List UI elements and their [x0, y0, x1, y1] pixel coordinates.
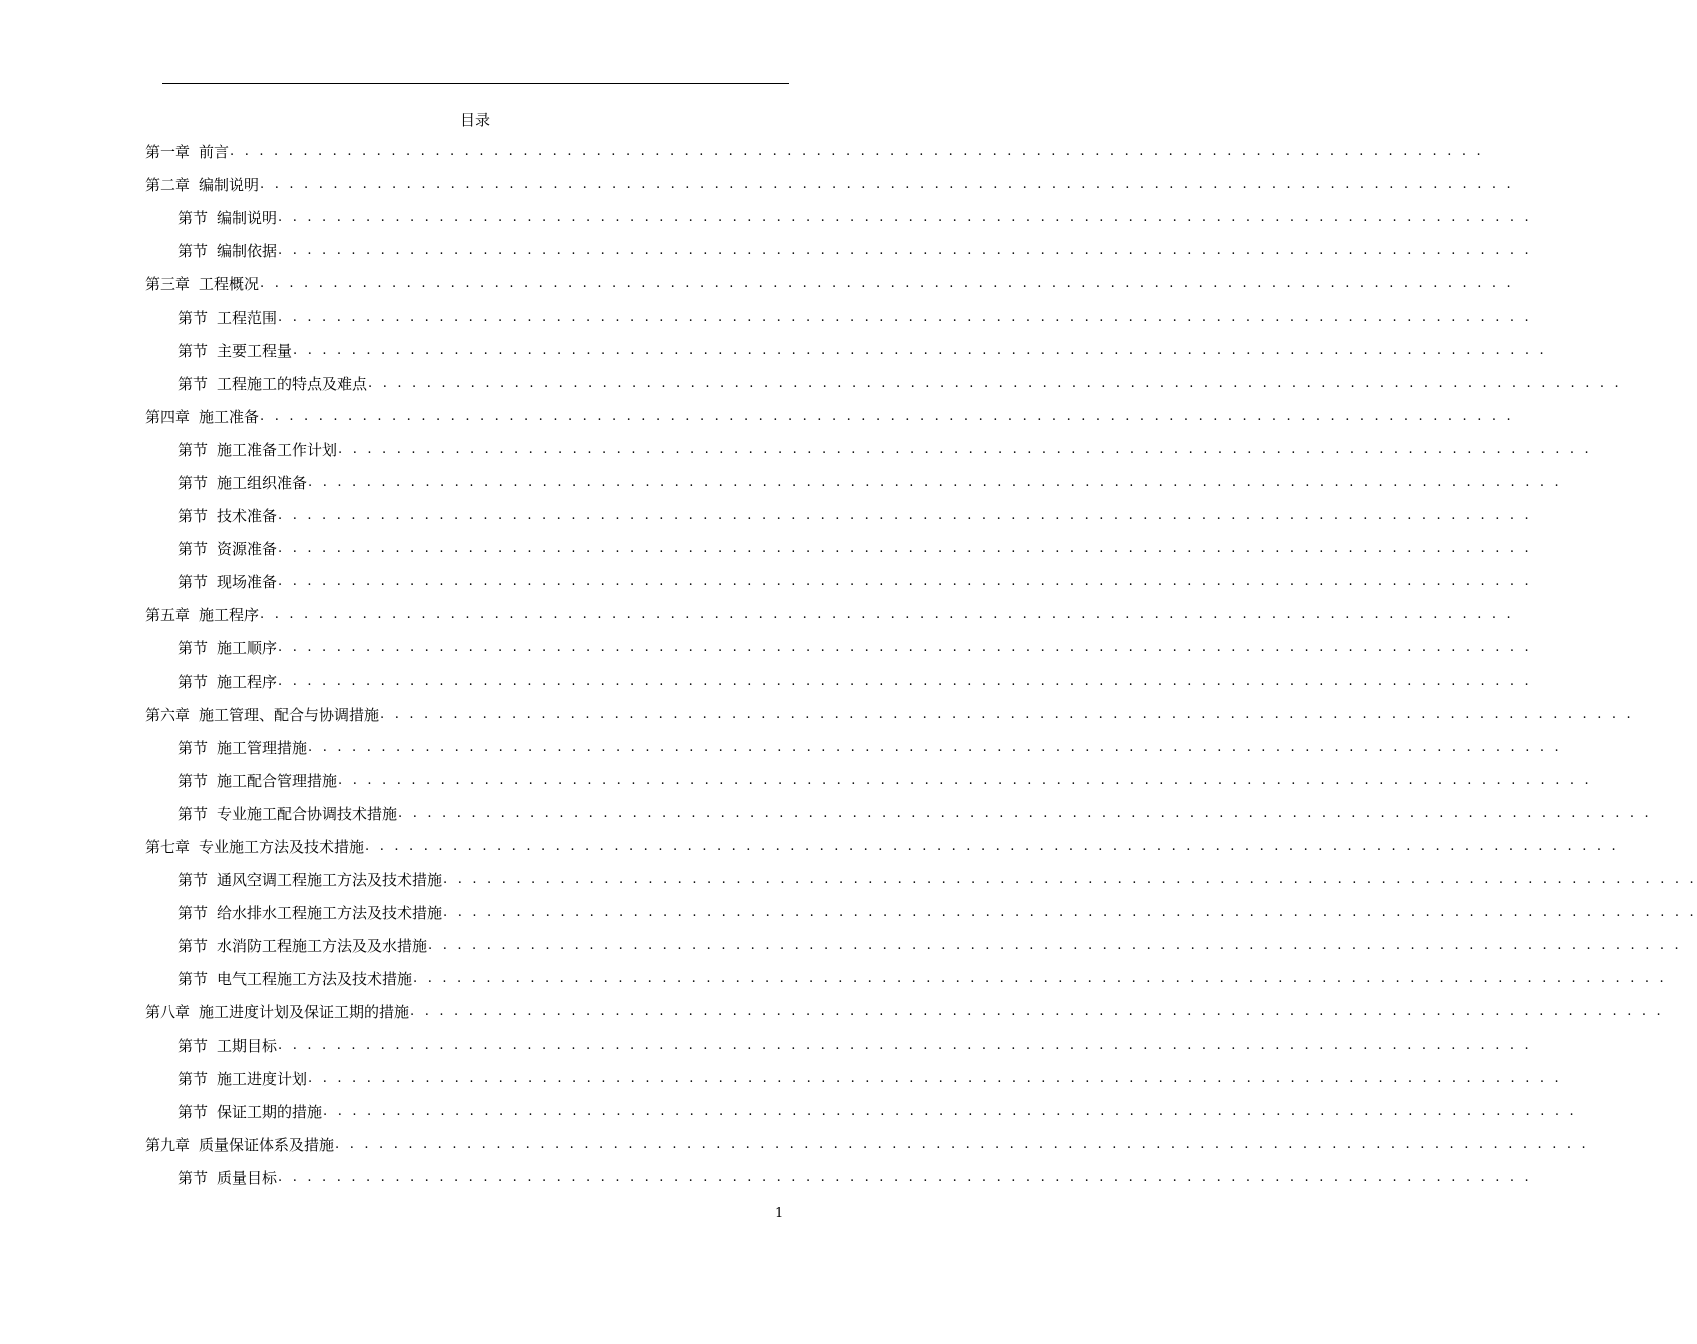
- dot-leader: . . . . . . . . . . . . . . . . . . . . . . . . . . . . . . . . . . . . . . . . . . . . . . . . . . . . . . . . . . . . . . . . . . . . . . . . . . . . . . . . . . . . . .: [308, 1070, 1562, 1086]
- toc-section-entry[interactable]: [145, 367, 1622, 400]
- dot-leader: . . . . . . . . . . . . . . . . . . . . . . . . . . . . . . . . . . . . . . . . . . . . . . . . . . . . . . . . . . . . . . . . . . . . . . . . . . . . . . . . . . . . . .: [443, 872, 1697, 888]
- entry-label: [145, 836, 364, 857]
- entry-title: 施工准备工作计划: [217, 440, 338, 459]
- entry-prefix: 第节: [178, 540, 209, 559]
- dot-leader: . . . . . . . . . . . . . . . . . . . . . . . . . . . . . . . . . . . . . . . . . . . . . . . . . . . . . . . . . . . . . . . . . . . . . . . . . . . . . . . . . . . . . .: [260, 408, 1514, 424]
- entry-title: 给水排水工程施工方法及技术措施: [217, 904, 443, 923]
- entry-label: [178, 505, 277, 526]
- entry-title: 工期目标: [217, 1036, 278, 1055]
- entry-title: 施工顺序: [217, 639, 278, 658]
- entry-title: 工程施工的特点及难点: [217, 374, 368, 393]
- dot-leader: . . . . . . . . . . . . . . . . . . . . . . . . . . . . . . . . . . . . . . . . . . . . . . . . . . . . . . . . . . . . . . . . . . . . . . . . . . . . . . . . . . . . . .: [293, 342, 1547, 358]
- dot-leader: . . . . . . . . . . . . . . . . . . . . . . . . . . . . . . . . . . . . . . . . . . . . . . . . . . . . . . . . . . . . . . . . . . . . . . . . . . . . . . . . . . . . . .: [278, 309, 1532, 325]
- entry-title: 施工配合管理措施: [217, 771, 338, 790]
- entry-title: 专业施工方法及技术措施: [199, 838, 365, 857]
- toc-section-entry[interactable]: [145, 1062, 1562, 1095]
- entry-title: 保证工期的措施: [217, 1102, 323, 1121]
- entry-label: [178, 307, 277, 328]
- entry-title: 施工准备: [199, 407, 260, 426]
- entry-label: [178, 935, 427, 956]
- entry-label: [145, 174, 259, 195]
- toc-section-entry[interactable]: [145, 532, 1532, 565]
- entry-prefix: 第节: [178, 374, 209, 393]
- entry-prefix: 第节: [178, 639, 209, 658]
- entry-title: 施工进度计划及保证工期的措施: [199, 1003, 410, 1022]
- entry-prefix: 第节: [178, 771, 209, 790]
- entry-prefix: 第节: [178, 573, 209, 592]
- dot-leader: . . . . . . . . . . . . . . . . . . . . . . . . . . . . . . . . . . . . . . . . . . . . . . . . . . . . . . . . . . . . . . . . . . . . . . . . . . . . . . . . . . . . . .: [278, 1037, 1532, 1053]
- dot-leader: . . . . . . . . . . . . . . . . . . . . . . . . . . . . . . . . . . . . . . . . . . . . . . . . . . . . . . . . . . . . . . . . . . . . . . . . . . . . . . . . . . . . . .: [260, 607, 1514, 623]
- entry-prefix: 第九章: [145, 1135, 191, 1154]
- entry-label: [178, 770, 337, 791]
- dot-leader: . . . . . . . . . . . . . . . . . . . . . . . . . . . . . . . . . . . . . . . . . . . . . . . . . . . . . . . . . . . . . . . . . . . . . . . . . . . . . . . . . . . . . .: [278, 640, 1532, 656]
- entry-title: 施工程序: [199, 606, 260, 625]
- dot-leader: . . . . . . . . . . . . . . . . . . . . . . . . . . . . . . . . . . . . . . . . . . . . . . . . . . . . . . . . . . . . . . . . . . . . . . . . . . . . . . . . . . . . . .: [380, 706, 1634, 722]
- dot-leader: . . . . . . . . . . . . . . . . . . . . . . . . . . . . . . . . . . . . . . . . . . . . . . . . . . . . . . . . . . . . . . . . . . . . . . . . . . . . . . . . . . . . . .: [443, 905, 1697, 921]
- entry-label: [178, 1167, 277, 1188]
- entry-label: [178, 902, 442, 923]
- toc-chapter-entry[interactable]: [145, 168, 1514, 201]
- entry-label: [178, 240, 277, 261]
- entry-title: 技术准备: [217, 507, 278, 526]
- entry-title: 施工组织准备: [217, 473, 308, 492]
- dot-leader: . . . . . . . . . . . . . . . . . . . . . . . . . . . . . . . . . . . . . . . . . . . . . . . . . . . . . . . . . . . . . . . . . . . . . . . . . . . . . . . . . . . . . .: [230, 144, 1484, 160]
- dot-leader: . . . . . . . . . . . . . . . . . . . . . . . . . . . . . . . . . . . . . . . . . . . . . . . . . . . . . . . . . . . . . . . . . . . . . . . . . . . . . . . . . . . . . .: [278, 673, 1532, 689]
- toc-section-entry[interactable]: [145, 797, 1652, 830]
- entry-label: [145, 1134, 334, 1155]
- entry-prefix: 第节: [178, 871, 209, 890]
- dot-leader: . . . . . . . . . . . . . . . . . . . . . . . . . . . . . . . . . . . . . . . . . . . . . . . . . . . . . . . . . . . . . . . . . . . . . . . . . . . . . . . . . . . . . .: [260, 276, 1514, 292]
- entry-label: [145, 273, 259, 294]
- entry-prefix: 第节: [178, 341, 209, 360]
- entry-label: [178, 671, 277, 692]
- entry-prefix: 第二章: [145, 176, 191, 195]
- toc-section-entry[interactable]: [145, 565, 1532, 598]
- dot-leader: . . . . . . . . . . . . . . . . . . . . . . . . . . . . . . . . . . . . . . . . . . . . . . . . . . . . . . . . . . . . . . . . . . . . . . . . . . . . . . . . . . . . . .: [260, 177, 1514, 193]
- entry-label: [145, 1001, 409, 1022]
- entry-prefix: 第节: [178, 473, 209, 492]
- entry-title: 资源准备: [217, 540, 278, 559]
- entry-prefix: 第节: [178, 1036, 209, 1055]
- entry-title: 施工程序: [217, 672, 278, 691]
- entry-prefix: 第五章: [145, 606, 191, 625]
- toc-section-entry[interactable]: [145, 466, 1562, 499]
- entry-prefix: 第节: [178, 1069, 209, 1088]
- entry-title: 水消防工程施工方法及及水措施: [217, 937, 428, 956]
- toc-section-entry[interactable]: [145, 201, 1532, 234]
- dot-leader: . . . . . . . . . . . . . . . . . . . . . . . . . . . . . . . . . . . . . . . . . . . . . . . . . . . . . . . . . . . . . . . . . . . . . . . . . . . . . . . . . . . . . .: [308, 739, 1562, 755]
- entry-prefix: 第七章: [145, 838, 191, 857]
- toc-section-entry[interactable]: [145, 863, 1697, 896]
- entry-prefix: 第节: [178, 804, 209, 823]
- entry-title: 通风空调工程施工方法及技术措施: [217, 871, 443, 890]
- toc-section-entry[interactable]: [145, 300, 1532, 333]
- entry-prefix: 第三章: [145, 275, 191, 294]
- entry-title: 施工进度计划: [217, 1069, 308, 1088]
- entry-title: 主要工程量: [217, 341, 293, 360]
- toc-title: 目录: [459, 111, 490, 129]
- entry-title: 工程范围: [217, 308, 278, 327]
- toc-section-entry[interactable]: [145, 334, 1547, 367]
- dot-leader: . . . . . . . . . . . . . . . . . . . . . . . . . . . . . . . . . . . . . . . . . . . . . . . . . . . . . . . . . . . . . . . . . . . . . . . . . . . . . . . . . . . . . .: [278, 1169, 1532, 1185]
- dot-leader: . . . . . . . . . . . . . . . . . . . . . . . . . . . . . . . . . . . . . . . . . . . . . . . . . . . . . . . . . . . . . . . . . . . . . . . . . . . . . . . . . . . . . .: [278, 574, 1532, 590]
- entry-prefix: 第节: [178, 507, 209, 526]
- toc-section-entry[interactable]: [145, 631, 1532, 664]
- toc-chapter-entry[interactable]: [145, 135, 1484, 168]
- entry-title: 现场准备: [217, 573, 278, 592]
- entry-label: [178, 1101, 322, 1122]
- dot-leader: . . . . . . . . . . . . . . . . . . . . . . . . . . . . . . . . . . . . . . . . . . . . . . . . . . . . . . . . . . . . . . . . . . . . . . . . . . . . . . . . . . . . . .: [410, 1004, 1664, 1020]
- entry-prefix: 第节: [178, 308, 209, 327]
- entry-title: 质量目标: [217, 1168, 278, 1187]
- entry-prefix: 第一章: [145, 143, 191, 162]
- entry-prefix: 第六章: [145, 705, 191, 724]
- toc-section-entry[interactable]: [145, 1161, 1532, 1194]
- entry-title: 工程概况: [199, 275, 260, 294]
- toc-chapter-entry[interactable]: [145, 267, 1514, 300]
- toc-section-entry[interactable]: [145, 234, 1532, 267]
- entry-label: [178, 737, 307, 758]
- entry-label: [178, 373, 367, 394]
- entry-prefix: 第节: [178, 904, 209, 923]
- entry-title: 编制依据: [217, 242, 278, 261]
- entry-prefix: 第节: [178, 242, 209, 261]
- dot-leader: . . . . . . . . . . . . . . . . . . . . . . . . . . . . . . . . . . . . . . . . . . . . . . . . . . . . . . . . . . . . . . . . . . . . . . . . . . . . . . . . . . . . . .: [338, 441, 1592, 457]
- entry-prefix: 第节: [178, 738, 209, 757]
- dot-leader: . . . . . . . . . . . . . . . . . . . . . . . . . . . . . . . . . . . . . . . . . . . . . . . . . . . . . . . . . . . . . . . . . . . . . . . . . . . . . . . . . . . . . .: [428, 938, 1682, 954]
- dot-leader: . . . . . . . . . . . . . . . . . . . . . . . . . . . . . . . . . . . . . . . . . . . . . . . . . . . . . . . . . . . . . . . . . . . . . . . . . . . . . . . . . . . . . .: [278, 243, 1532, 259]
- toc-chapter-entry[interactable]: [145, 1128, 1589, 1161]
- dot-leader: . . . . . . . . . . . . . . . . . . . . . . . . . . . . . . . . . . . . . . . . . . . . . . . . . . . . . . . . . . . . . . . . . . . . . . . . . . . . . . . . . . . . . .: [278, 210, 1532, 226]
- entry-prefix: 第节: [178, 1168, 209, 1187]
- toc-section-entry[interactable]: [145, 962, 1667, 995]
- entry-prefix: 第节: [178, 672, 209, 691]
- entry-label: [178, 637, 277, 658]
- toc-section-entry[interactable]: [145, 929, 1682, 962]
- entry-title: 前言: [199, 143, 230, 162]
- entry-label: [178, 869, 442, 890]
- toc-section-entry[interactable]: [145, 731, 1562, 764]
- toc-section-entry[interactable]: [145, 665, 1532, 698]
- dot-leader: . . . . . . . . . . . . . . . . . . . . . . . . . . . . . . . . . . . . . . . . . . . . . . . . . . . . . . . . . . . . . . . . . . . . . . . . . . . . . . . . . . . . . .: [368, 375, 1622, 391]
- toc-chapter-entry[interactable]: [145, 698, 1634, 731]
- toc-section-entry[interactable]: [145, 764, 1592, 797]
- entry-title: 电气工程施工方法及技术措施: [217, 970, 413, 989]
- toc-chapter-entry[interactable]: [145, 598, 1514, 631]
- entry-label: [145, 406, 259, 427]
- dot-leader: . . . . . . . . . . . . . . . . . . . . . . . . . . . . . . . . . . . . . . . . . . . . . . . . . . . . . . . . . . . . . . . . . . . . . . . . . . . . . . . . . . . . . .: [338, 772, 1592, 788]
- dot-leader: . . . . . . . . . . . . . . . . . . . . . . . . . . . . . . . . . . . . . . . . . . . . . . . . . . . . . . . . . . . . . . . . . . . . . . . . . . . . . . . . . . . . . .: [365, 839, 1619, 855]
- header-rule: [162, 83, 789, 84]
- toc-chapter-entry[interactable]: [145, 830, 1619, 863]
- entry-prefix: 第四章: [145, 407, 191, 426]
- entry-label: [178, 571, 277, 592]
- dot-leader: . . . . . . . . . . . . . . . . . . . . . . . . . . . . . . . . . . . . . . . . . . . . . . . . . . . . . . . . . . . . . . . . . . . . . . . . . . . . . . . . . . . . . .: [308, 474, 1562, 490]
- toc-section-entry[interactable]: [145, 1095, 1577, 1128]
- toc-section-entry[interactable]: [145, 1029, 1532, 1062]
- entry-title: 质量保证体系及措施: [199, 1135, 335, 1154]
- entry-label: [178, 472, 307, 493]
- toc-chapter-entry[interactable]: [145, 400, 1514, 433]
- dot-leader: . . . . . . . . . . . . . . . . . . . . . . . . . . . . . . . . . . . . . . . . . . . . . . . . . . . . . . . . . . . . . . . . . . . . . . . . . . . . . . . . . . . . . .: [413, 971, 1667, 987]
- entry-title: 施工管理措施: [217, 738, 308, 757]
- entry-title: 编制说明: [217, 209, 278, 228]
- dot-leader: . . . . . . . . . . . . . . . . . . . . . . . . . . . . . . . . . . . . . . . . . . . . . . . . . . . . . . . . . . . . . . . . . . . . . . . . . . . . . . . . . . . . . .: [398, 805, 1652, 821]
- entry-prefix: 第节: [178, 970, 209, 989]
- entry-label: [178, 439, 337, 460]
- entry-prefix: 第八章: [145, 1003, 191, 1022]
- entry-label: [145, 141, 229, 162]
- dot-leader: . . . . . . . . . . . . . . . . . . . . . . . . . . . . . . . . . . . . . . . . . . . . . . . . . . . . . . . . . . . . . . . . . . . . . . . . . . . . . . . . . . . . . .: [335, 1136, 1589, 1152]
- entry-label: [178, 968, 412, 989]
- entry-prefix: 第节: [178, 440, 209, 459]
- entry-title: 编制说明: [199, 176, 260, 195]
- entry-prefix: 第节: [178, 1102, 209, 1121]
- entry-label: [178, 538, 277, 559]
- entry-title: 专业施工配合协调技术措施: [217, 804, 398, 823]
- table-of-contents: [145, 135, 1697, 1194]
- toc-section-entry[interactable]: [145, 499, 1532, 532]
- entry-label: [145, 604, 259, 625]
- dot-leader: . . . . . . . . . . . . . . . . . . . . . . . . . . . . . . . . . . . . . . . . . . . . . . . . . . . . . . . . . . . . . . . . . . . . . . . . . . . . . . . . . . . . . .: [278, 508, 1532, 524]
- entry-label: [178, 340, 292, 361]
- page-number: 1: [775, 1206, 784, 1221]
- entry-label: [178, 1035, 277, 1056]
- toc-chapter-entry[interactable]: [145, 995, 1664, 1028]
- entry-label: [178, 1068, 307, 1089]
- toc-section-entry[interactable]: [145, 433, 1592, 466]
- entry-label: [178, 207, 277, 228]
- toc-section-entry[interactable]: [145, 896, 1697, 929]
- dot-leader: . . . . . . . . . . . . . . . . . . . . . . . . . . . . . . . . . . . . . . . . . . . . . . . . . . . . . . . . . . . . . . . . . . . . . . . . . . . . . . . . . . . . . .: [278, 541, 1532, 557]
- dot-leader: . . . . . . . . . . . . . . . . . . . . . . . . . . . . . . . . . . . . . . . . . . . . . . . . . . . . . . . . . . . . . . . . . . . . . . . . . . . . . . . . . . . . . .: [323, 1103, 1577, 1119]
- entry-prefix: 第节: [178, 209, 209, 228]
- entry-label: [178, 803, 397, 824]
- entry-title: 施工管理、配合与协调措施: [199, 705, 380, 724]
- entry-label: [145, 704, 379, 725]
- entry-prefix: 第节: [178, 937, 209, 956]
